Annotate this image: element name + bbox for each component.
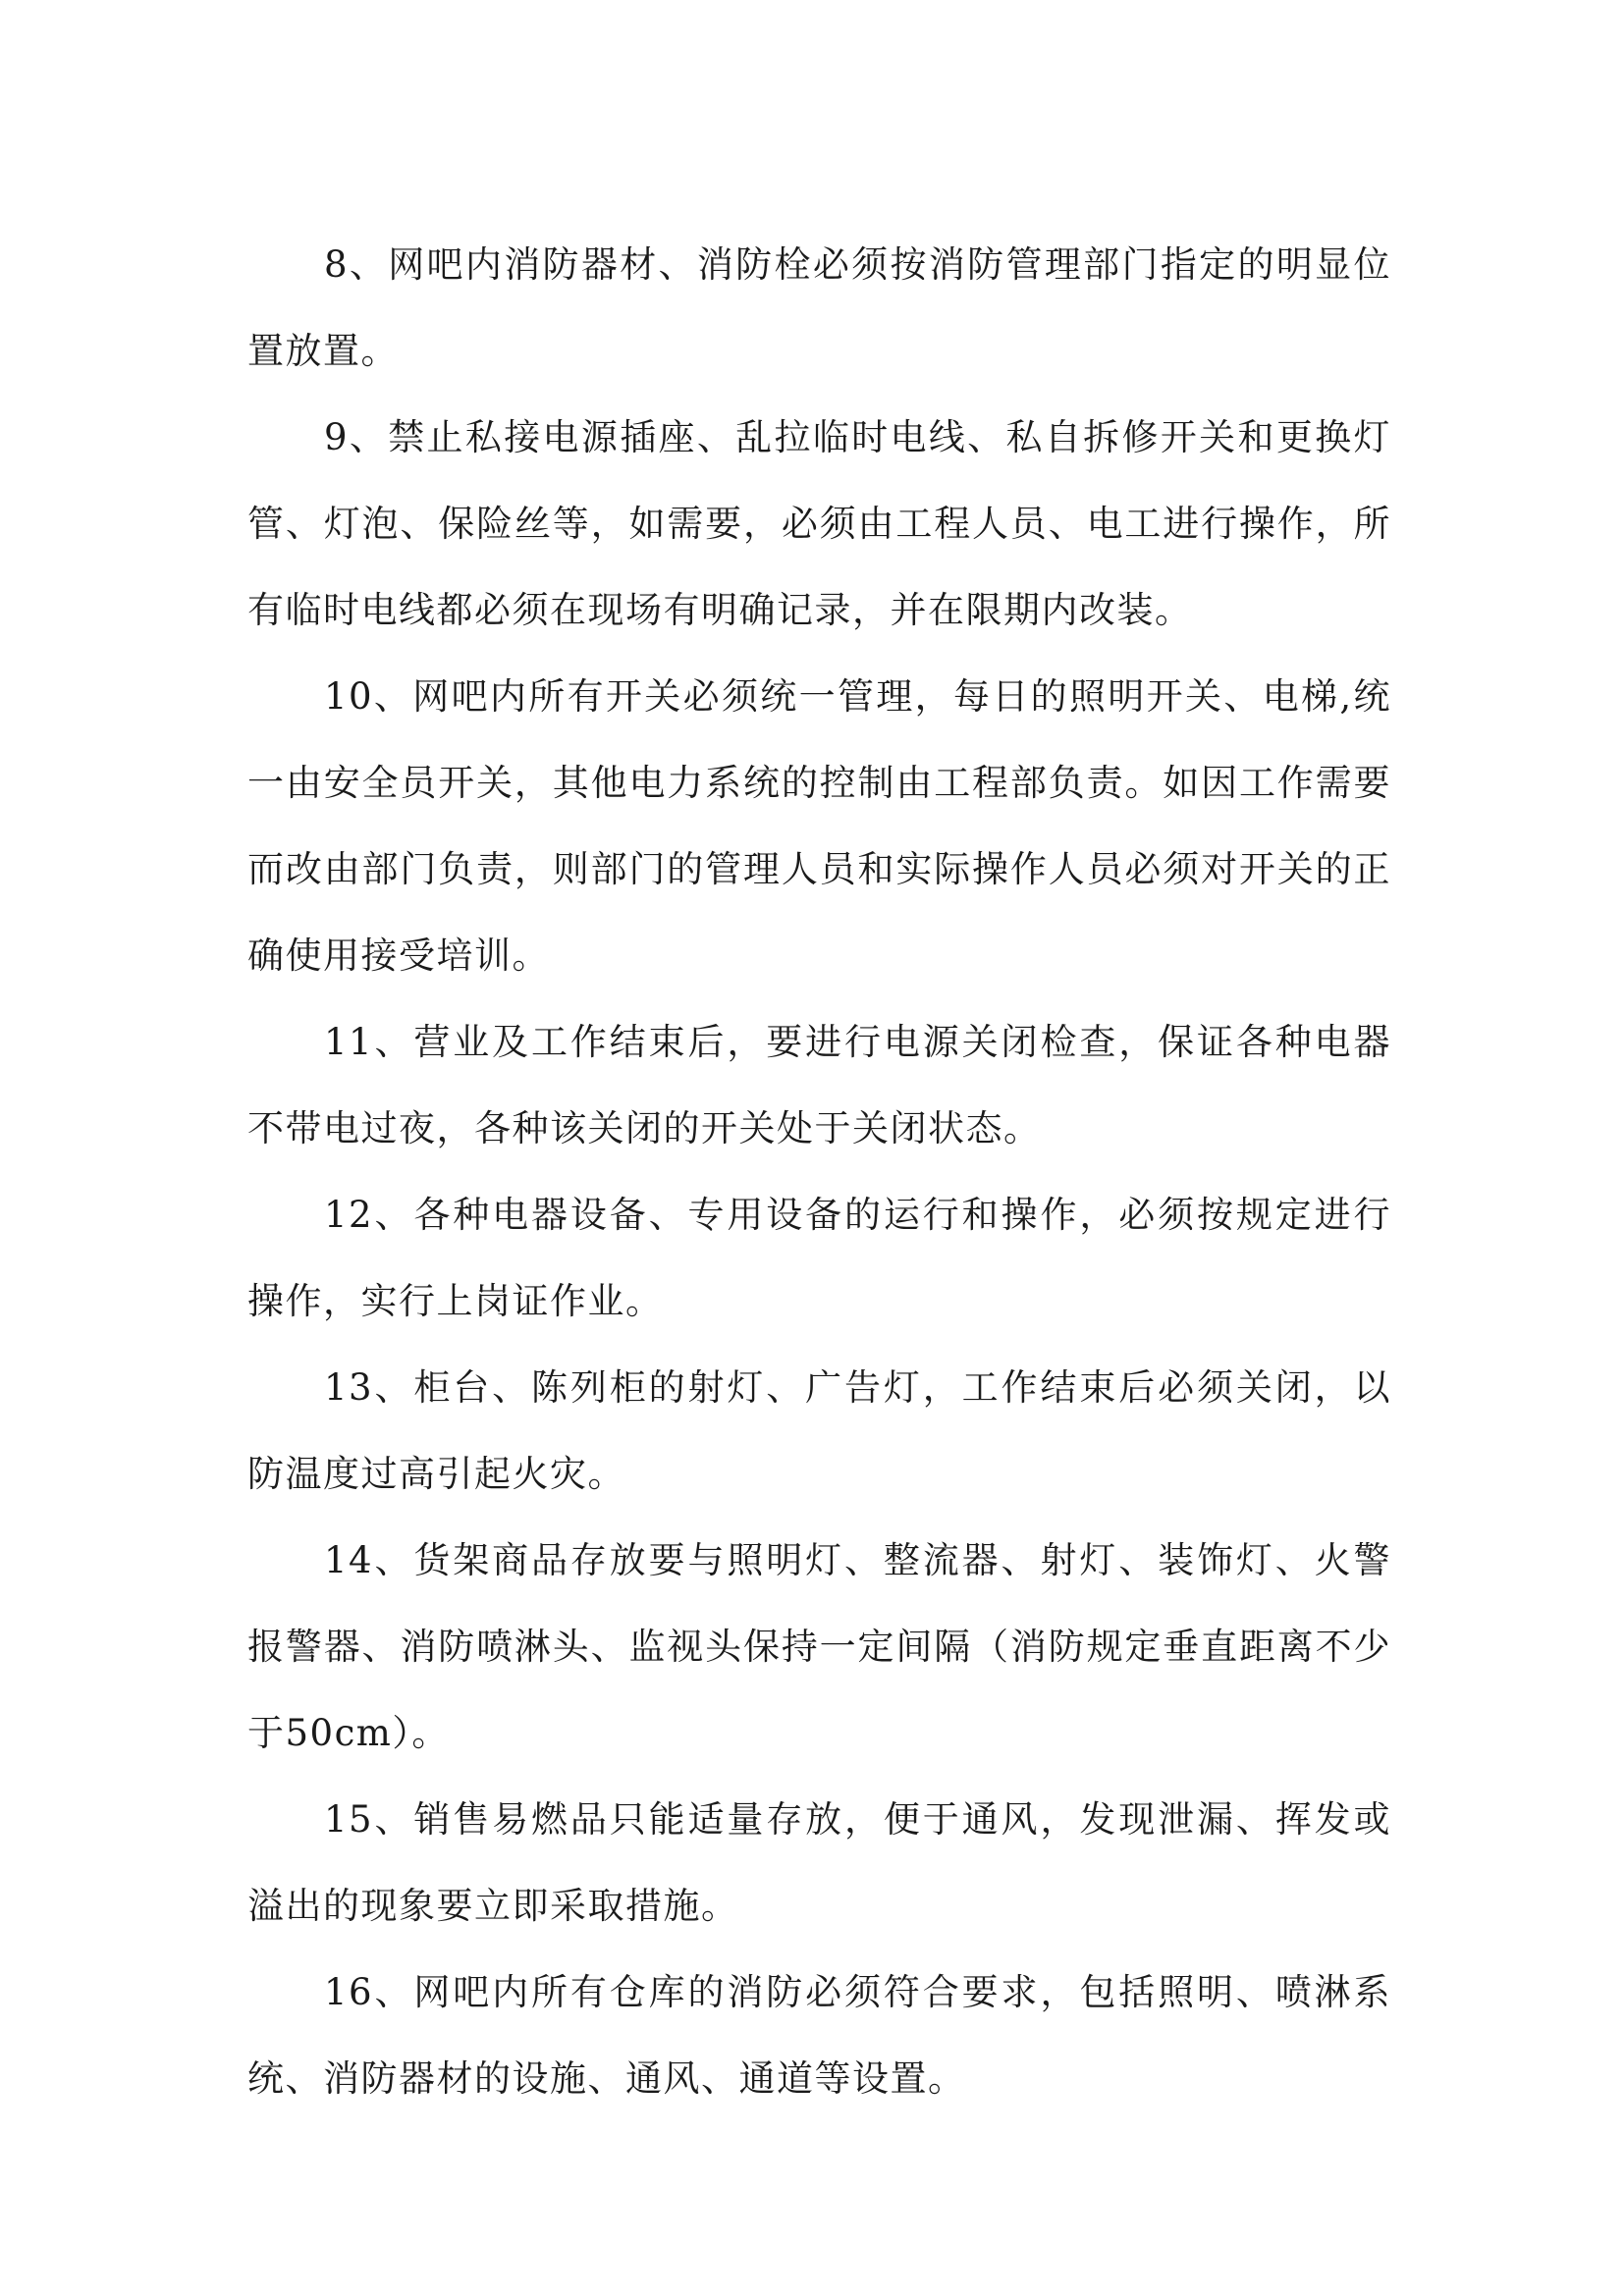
paragraph-item-10: 10、网吧内所有开关必须统一管理，每日的照明开关、电梯,统一由安全员开关，其他电力系统的控制由工程部负责。如因工作需要而改由部门负责，则部门的管理人员和实际操作人员必须对开关的正确使用接受培训。 — [247, 675, 1391, 977]
paragraph-item-9: 9、禁止私接电源插座、乱拉临时电线、私自拆修开关和更换灯管、灯泡、保险丝等，如需要，必须由工程人员、电工进行操作，所有临时电线都必须在现场有明确记录，并在限期内改装。 — [247, 416, 1391, 631]
paragraph-item-12: 12、各种电器设备、专用设备的运行和操作，必须按规定进行操作，实行上岗证作业。 — [247, 1194, 1391, 1322]
paragraph-item-16: 16、网吧内所有仓库的消防必须符合要求，包括照明、喷淋系统、消防器材的设施、通风、通道等设置。 — [247, 1971, 1391, 2100]
paragraph-item-15: 15、销售易燃品只能适量存放，便于通风，发现泄漏、挥发或溢出的现象要立即采取措施。 — [247, 1798, 1391, 1927]
paragraph-item-11: 11、营业及工作结束后，要进行电源关闭检查，保证各种电器不带电过夜，各种该关闭的开关处于关闭状态。 — [247, 1021, 1391, 1149]
paragraph-item-8: 8、网吧内消防器材、消防栓必须按消防管理部门指定的明显位置放置。 — [247, 243, 1391, 372]
paragraph-item-14: 14、货架商品存放要与照明灯、整流器、射灯、装饰灯、火警报警器、消防喷淋头、监视头保持一定间隔（消防规定垂直距离不少于50cm）。 — [247, 1539, 1391, 1754]
document-body — [247, 222, 1391, 2122]
paragraph-item-13: 13、柜台、陈列柜的射灯、广告灯，工作结束后必须关闭，以防温度过高引起火灾。 — [247, 1366, 1391, 1495]
